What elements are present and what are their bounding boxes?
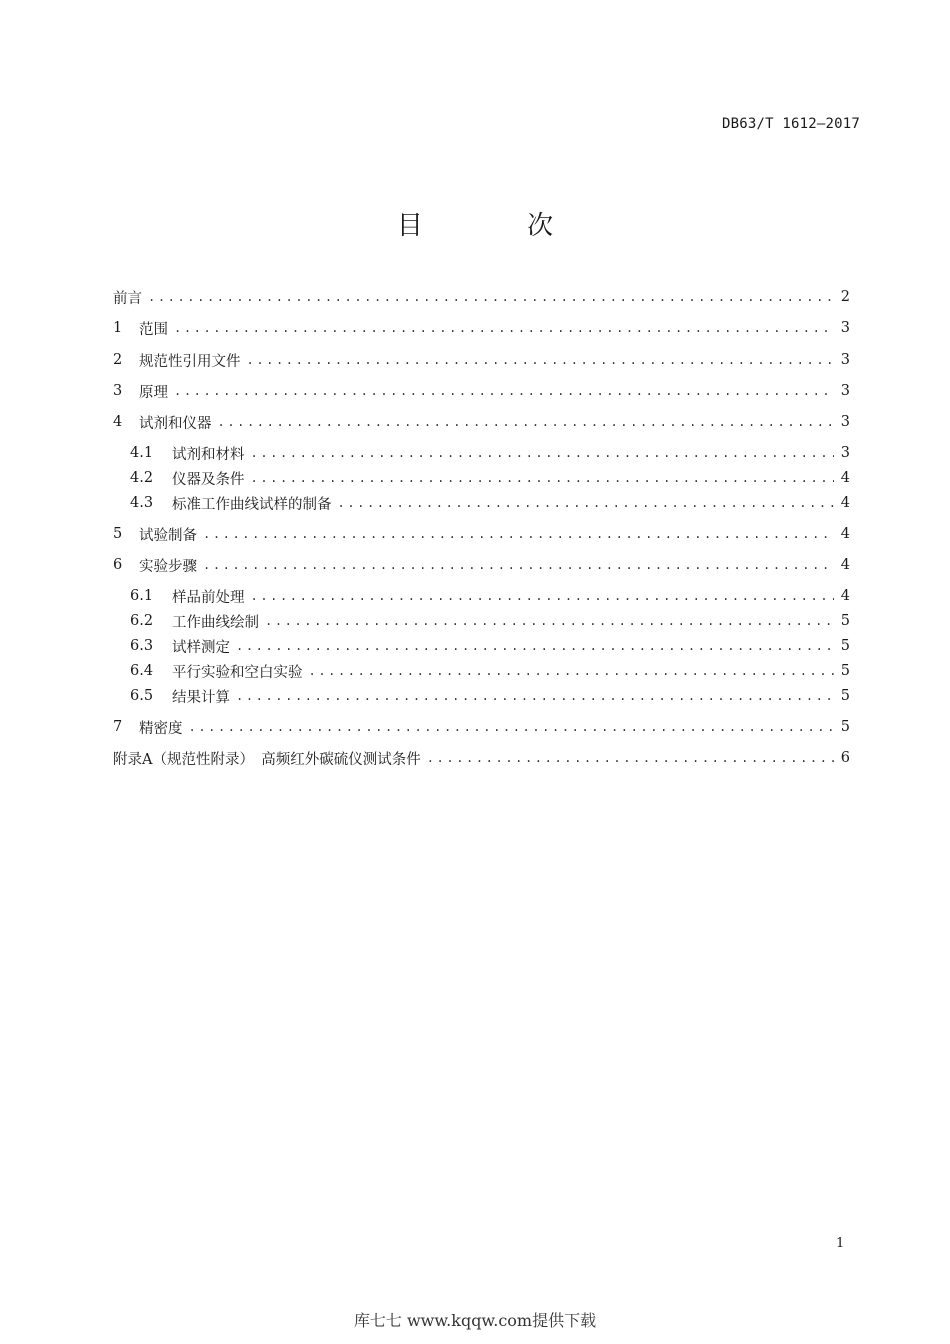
- toc-entry-number: 6.2: [130, 613, 154, 629]
- toc-entry-number: 6.1: [130, 588, 154, 604]
- toc-entry-5[interactable]: [113, 524, 850, 544]
- toc-entry-appendix-a[interactable]: [113, 748, 850, 768]
- toc-entry-number: 7: [113, 719, 123, 735]
- toc-entry-1[interactable]: [113, 318, 850, 338]
- toc-leader-dots: [251, 586, 835, 606]
- toc-entry-foreword[interactable]: [113, 287, 850, 307]
- toc-entry-3[interactable]: [113, 381, 850, 401]
- toc-entry-label: 平行实验和空白实验: [172, 664, 303, 681]
- toc-entry-page: 3: [840, 445, 850, 461]
- toc-entry-number: 2: [113, 352, 123, 368]
- toc-entry-number: 6.5: [130, 688, 154, 704]
- toc-leader-dots: [309, 661, 835, 681]
- toc-entry-page: 4: [840, 526, 850, 542]
- toc-leader-dots: [203, 524, 834, 544]
- toc-entry-number: 6: [113, 557, 123, 573]
- toc-entry-number: 4: [113, 414, 123, 430]
- toc-leader-dots: [251, 468, 835, 488]
- toc-entry-page: 5: [840, 638, 850, 654]
- toc-entry-label: 仪器及条件: [172, 471, 245, 488]
- toc-entry-label: 标准工作曲线试样的制备: [172, 496, 332, 513]
- toc-entry-number: 4.1: [130, 445, 154, 461]
- toc-entry-page: 5: [840, 688, 850, 704]
- toc-entry-number: 6.3: [130, 638, 154, 654]
- toc-entry-4-3[interactable]: [130, 493, 850, 513]
- toc-entry-number: 1: [113, 320, 123, 336]
- toc-entry-label: 附录A（规范性附录） 高频红外碳硫仪测试条件: [113, 751, 421, 768]
- toc-entry-page: 3: [840, 352, 850, 368]
- toc-entry-4[interactable]: [113, 412, 850, 432]
- toc-entry-number: 6.4: [130, 663, 154, 679]
- toc-entry-number: 3: [113, 383, 123, 399]
- toc-entry-page: 5: [840, 613, 850, 629]
- toc-entry-label: 试验制备: [139, 527, 197, 544]
- toc-leader-dots: [247, 350, 835, 370]
- toc-entry-6-2[interactable]: [130, 611, 850, 631]
- page-number: 1: [836, 1236, 845, 1251]
- toc-entry-number: 5: [113, 526, 123, 542]
- toc-entry-page: 5: [840, 719, 850, 735]
- toc-entry-page: 2: [840, 289, 850, 305]
- toc-entry-6-1[interactable]: [130, 586, 850, 606]
- toc-entry-label: 前言: [113, 290, 142, 307]
- toc-entry-4-2[interactable]: [130, 468, 850, 488]
- toc-entry-6-3[interactable]: [130, 636, 850, 656]
- toc-leader-dots: [251, 443, 835, 463]
- toc-leader-dots: [218, 412, 835, 432]
- toc-entry-6-4[interactable]: [130, 661, 850, 681]
- toc-leader-dots: [265, 611, 834, 631]
- toc-entry-page: 4: [840, 470, 850, 486]
- toc-entry-label: 精密度: [139, 720, 183, 737]
- toc-entry-label: 试样测定: [172, 639, 230, 656]
- toc-entry-label: 工作曲线绘制: [172, 614, 259, 631]
- toc-entry-page: 6: [840, 750, 850, 766]
- toc-leader-dots: [236, 636, 834, 656]
- toc-entry-label: 实验步骤: [139, 558, 197, 575]
- toc-entry-label: 试剂和仪器: [139, 415, 212, 432]
- toc-entry-4-1[interactable]: [130, 443, 850, 463]
- toc-entry-page: 4: [840, 557, 850, 573]
- toc-entry-2[interactable]: [113, 350, 850, 370]
- page-title: 目 次: [396, 211, 602, 241]
- toc-entry-label: 结果计算: [172, 689, 230, 706]
- document-code: DB63/T 1612—2017: [721, 116, 860, 132]
- toc-entry-page: 3: [840, 383, 850, 399]
- toc-entry-page: 3: [840, 414, 850, 430]
- toc-entry-page: 4: [840, 495, 850, 511]
- toc-entry-label: 范围: [139, 321, 168, 338]
- toc-leader-dots: [189, 717, 835, 737]
- toc-leader-dots: [148, 287, 834, 307]
- toc-leader-dots: [174, 381, 834, 401]
- toc-entry-page: 3: [840, 320, 850, 336]
- toc-leader-dots: [427, 748, 834, 768]
- toc-entry-label: 样品前处理: [172, 589, 245, 606]
- toc-entry-6-5[interactable]: [130, 686, 850, 706]
- toc-leader-dots: [174, 318, 834, 338]
- toc-entry-7[interactable]: [113, 717, 850, 737]
- toc-leader-dots: [203, 555, 834, 575]
- toc-entry-label: 原理: [139, 384, 168, 401]
- toc-leader-dots: [338, 493, 835, 513]
- toc-entry-page: 4: [840, 588, 850, 604]
- toc-entry-label: 试剂和材料: [172, 446, 245, 463]
- toc-entry-label: 规范性引用文件: [139, 353, 241, 370]
- footer-watermark: 库七七 www.kqqw.com提供下载: [353, 1311, 597, 1330]
- toc-entry-number: 4.3: [130, 495, 154, 511]
- toc-leader-dots: [236, 686, 834, 706]
- toc-entry-number: 4.2: [130, 470, 154, 486]
- toc-entry-page: 5: [840, 663, 850, 679]
- toc-entry-6[interactable]: [113, 555, 850, 575]
